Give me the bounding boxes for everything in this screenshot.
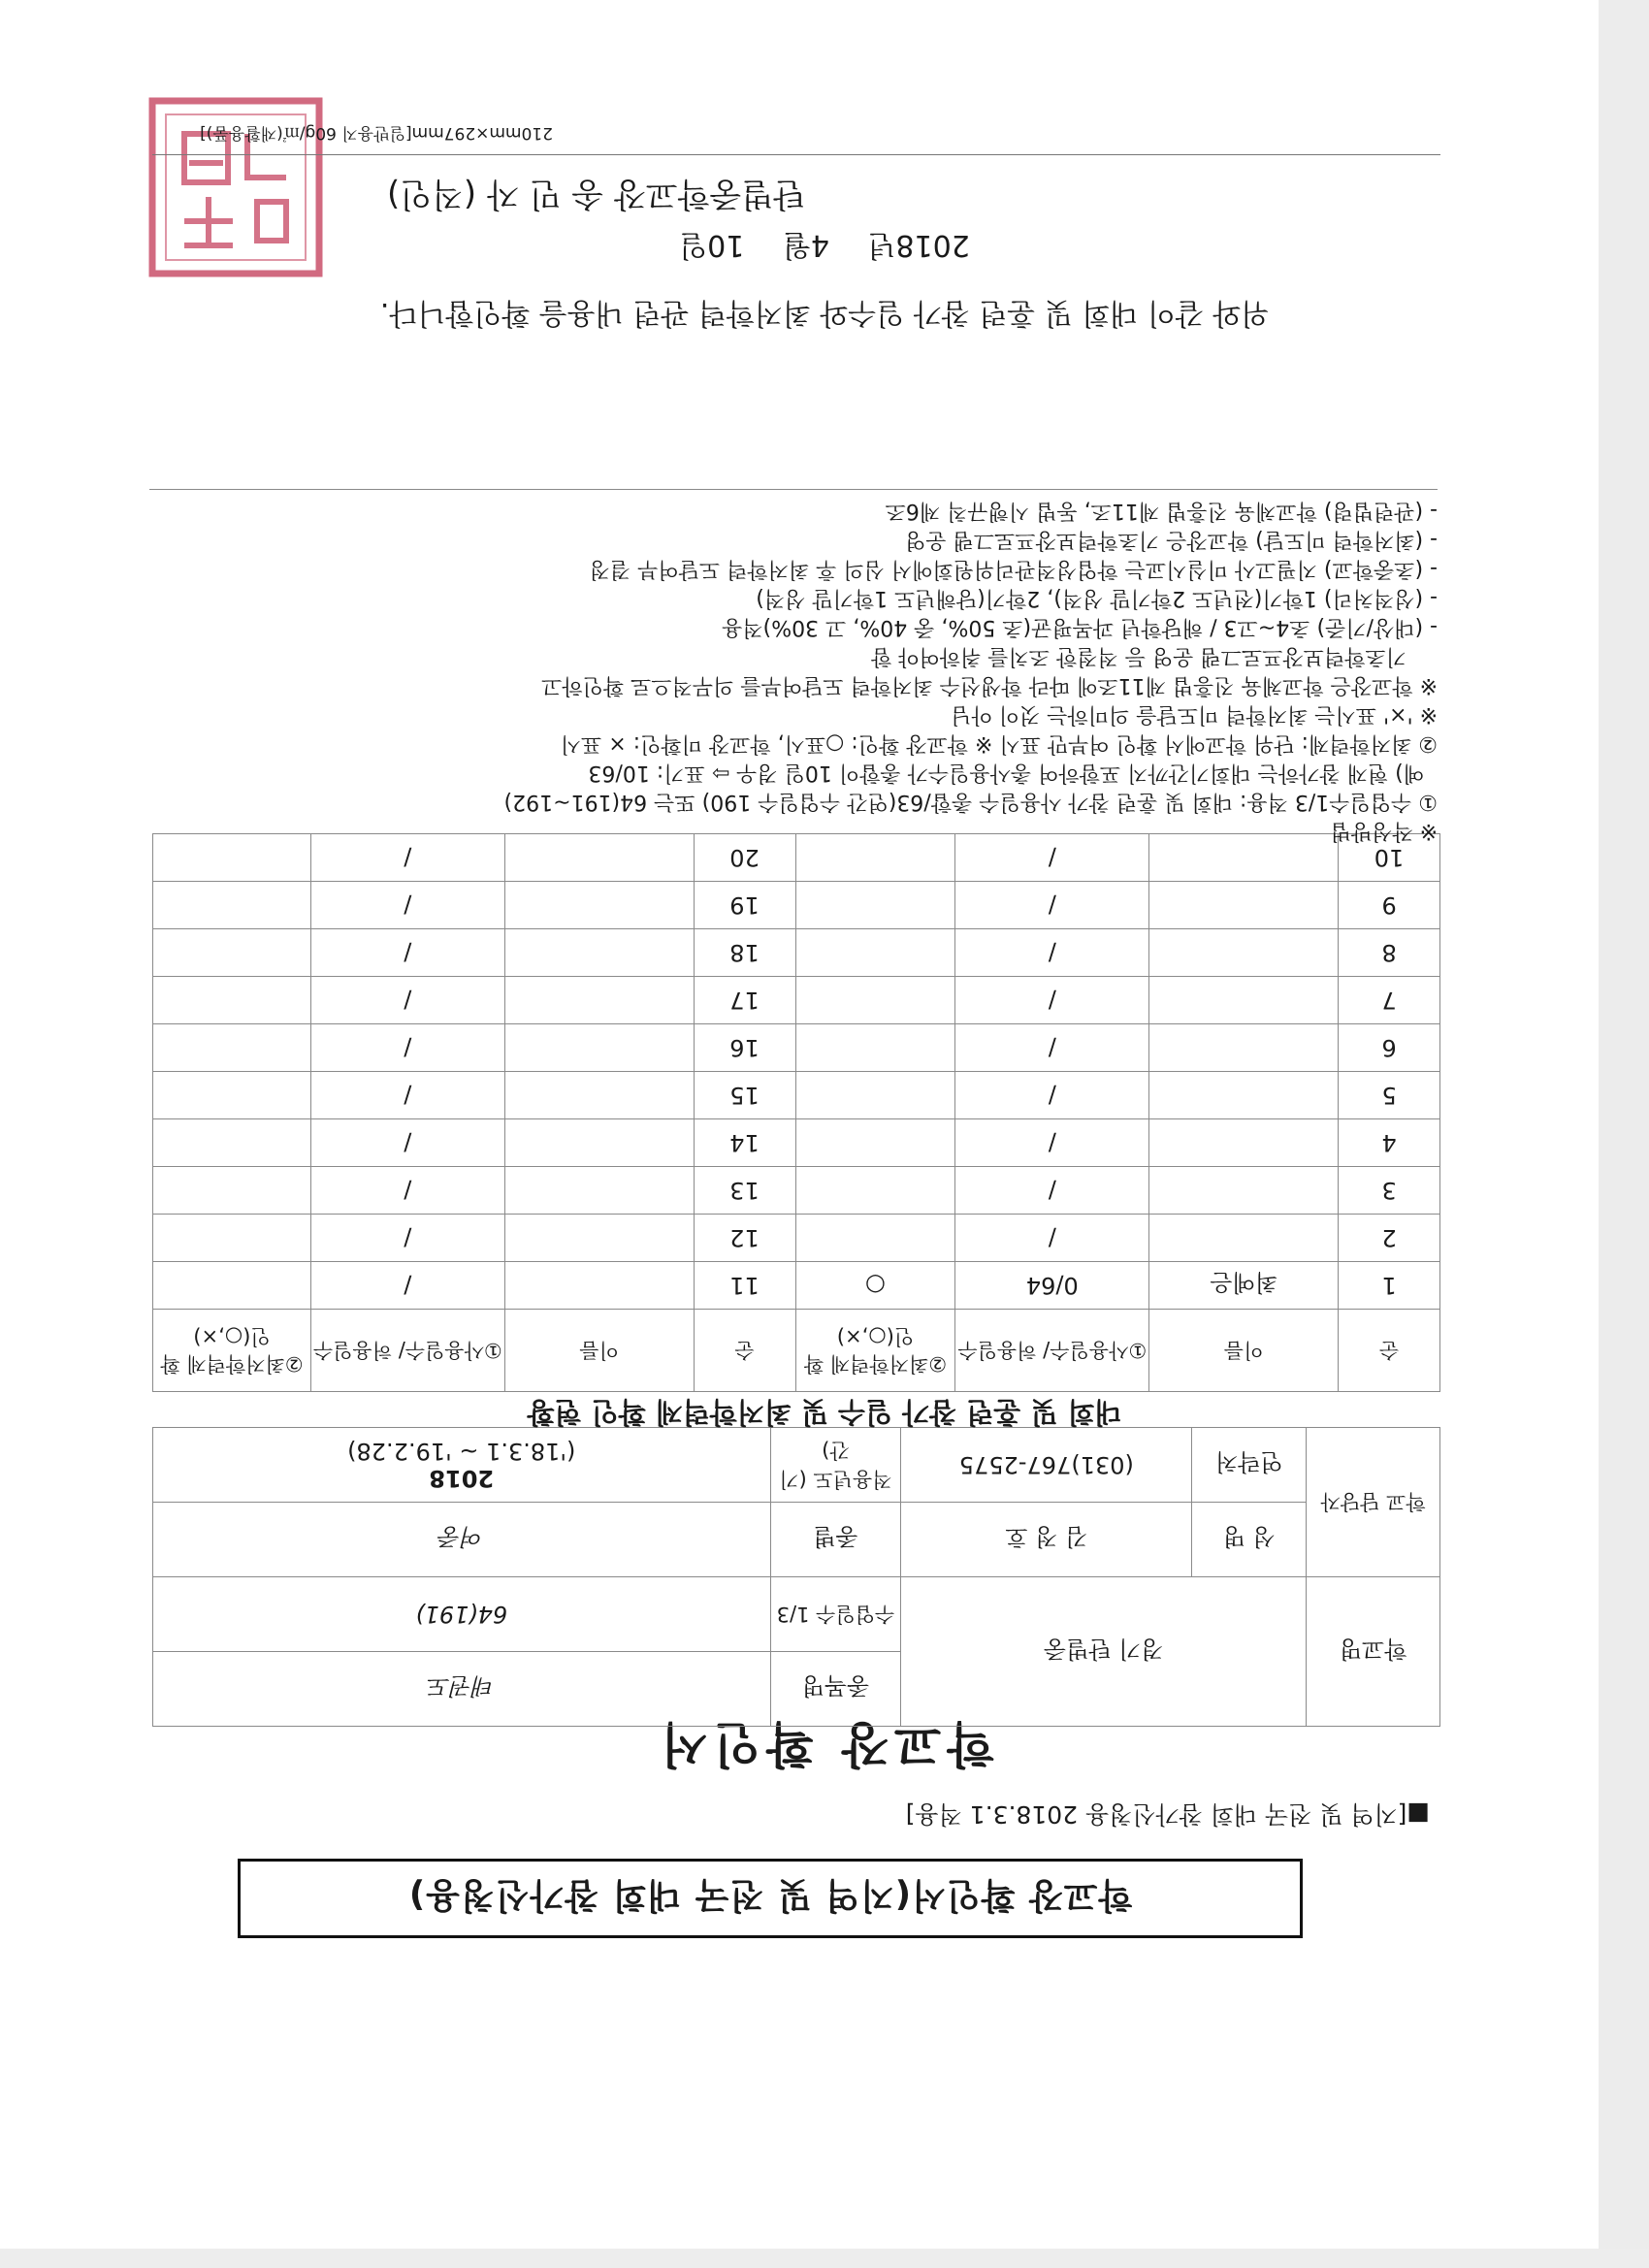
gender-value: 여중 [438, 1523, 484, 1551]
confirmation-text: 위와 같이 대회 및 훈련 참가 일수와 최저학력 관련 내용을 확인합니다. [379, 296, 1270, 330]
row-number-cell: 18 [694, 929, 795, 977]
row-number-cell: 19 [694, 882, 795, 929]
row-number-cell: 10 [1339, 834, 1440, 882]
row-days-cell: / [310, 834, 504, 882]
row-number-cell: 16 [694, 1024, 795, 1072]
row-days-cell: / [310, 882, 504, 929]
row-days-cell: / [310, 1167, 504, 1215]
row-check-cell [153, 882, 311, 929]
footer-divider [152, 154, 1440, 155]
row-days-cell: / [310, 929, 504, 977]
contact-label-cell [1307, 1428, 1440, 1577]
row-number-cell: 6 [1339, 1024, 1440, 1072]
table-row [153, 1215, 1440, 1262]
instructions [177, 481, 1438, 845]
row-name-cell [1149, 1167, 1339, 1215]
row-days-cell: 0/64 [955, 1262, 1149, 1310]
name-label-cell [1192, 1503, 1307, 1577]
table-row [153, 1167, 1440, 1215]
main-title: 학교장 확인서 [655, 1716, 994, 1772]
table-row [153, 1262, 1440, 1310]
row-check-cell [153, 1072, 311, 1119]
row-name-cell [504, 1024, 694, 1072]
event-value-cell [153, 1652, 771, 1727]
row-check-cell: ○ [795, 1262, 955, 1310]
note-line: 예) 현재 참가하는 대회기간까지 포함하여 총사용일수가 총합이 10일 경우 ⇨ 표기: 10/63 [588, 761, 1424, 785]
note-line: - (관련법령) 학교체육 진흥법 제11조, 동법 시행규칙 제6조 [885, 499, 1438, 523]
row-days-cell: / [310, 1119, 504, 1167]
form-title: 학교장 확인서(지역 및 전국 대회 참가신청용) [407, 1875, 1133, 1916]
school-info-table [152, 1427, 1440, 1727]
row-name-cell [504, 1119, 694, 1167]
header-name: 이름 [1149, 1310, 1339, 1392]
row-name-cell [1149, 1072, 1339, 1119]
row-number-cell: 12 [694, 1215, 795, 1262]
note-line: ※ '×' 표시는 최저학력 미도달을 의미하는 것이 아님 [951, 702, 1438, 727]
row-name-cell [504, 1262, 694, 1310]
note-line: ① 수업일수1/3 적용: 대회 및 훈련 참가 사용일수 총합/63(연간 수업일수 190) 또는 64(191~192) [503, 790, 1438, 814]
row-days-cell: / [955, 834, 1149, 882]
row-days-cell: / [955, 1167, 1149, 1215]
row-days-cell: / [955, 929, 1149, 977]
row-days-cell: / [310, 977, 504, 1024]
row-check-cell [153, 1119, 311, 1167]
row-name-cell [504, 1215, 694, 1262]
row-number-cell: 5 [1339, 1072, 1440, 1119]
note-line: - (초중학교) 지필고사 미실시교는 학업성적관리위원회에서 심의 후 최저학력 도달여부 결정 [589, 557, 1438, 581]
row-days-cell: / [955, 882, 1149, 929]
row-number-cell: 14 [694, 1119, 795, 1167]
form-subtitle: ■[지역 및 전국 대회 참가신청용 2018.3.1 적용] [905, 1800, 1430, 1829]
table-row [153, 977, 1440, 1024]
header-check-right: ②최저학력제 확인(○,×) [153, 1310, 311, 1392]
phone-label: 연락처 [1214, 1448, 1283, 1476]
note-line: - (대상/기준) 초4~고3 / 해당학년 과목평균(초 50%, 중 40%, 고 30%)적용 [722, 615, 1438, 639]
row-check-cell [153, 929, 311, 977]
gender-label: 종별 [813, 1523, 858, 1551]
days-label-cell [770, 1577, 901, 1652]
row-days-cell: / [310, 1024, 504, 1072]
row-check-cell [153, 1167, 311, 1215]
header-days: ①사용일수/ 허용일수 [955, 1310, 1149, 1392]
row-days-cell: / [310, 1215, 504, 1262]
row-number-cell: 15 [694, 1072, 795, 1119]
row-name-cell [504, 977, 694, 1024]
table-row [153, 929, 1440, 977]
note-line: ② 최저학력제: 단위 학교에서 확인 여부만 표시 ※ 학교장 확인: ○표시, 학교장 미확인: × 표시 [560, 731, 1438, 756]
period-label-cell [770, 1428, 901, 1503]
row-check-cell [153, 1215, 311, 1262]
row-name-cell [504, 1072, 694, 1119]
row-number-cell: 13 [694, 1167, 795, 1215]
row-number-cell: 8 [1339, 929, 1440, 977]
gender-value-cell [153, 1503, 771, 1577]
days-label: 수업일수 1/3 [776, 1603, 895, 1626]
name-value: 김 정 호 [1005, 1523, 1088, 1551]
issue-date: 2018년 4월 10일 [679, 228, 970, 262]
row-check-cell [795, 1072, 955, 1119]
table-row [153, 1119, 1440, 1167]
contact-label: 학교 담당자 [1320, 1490, 1426, 1514]
event-label: 종목명 [801, 1672, 870, 1701]
days-value: 64(191) [415, 1601, 508, 1628]
phone-label-cell [1192, 1428, 1307, 1503]
row-name-cell [1149, 1119, 1339, 1167]
row-number-cell: 2 [1339, 1215, 1440, 1262]
row-number-cell: 11 [694, 1262, 795, 1310]
row-days-cell: / [955, 1024, 1149, 1072]
divider [149, 489, 1438, 490]
row-name-cell: 최예은 [1149, 1262, 1339, 1310]
row-name-cell [1149, 1215, 1339, 1262]
row-number-cell: 20 [694, 834, 795, 882]
row-name-cell [504, 929, 694, 977]
days-value-cell [153, 1577, 771, 1652]
participation-rows [153, 834, 1440, 1310]
note-line: - (최저학력 미도달) 학교장은 기초학력보장프로그램 운영 [905, 528, 1438, 552]
table-row [153, 1024, 1440, 1072]
row-number-cell: 3 [1339, 1167, 1440, 1215]
row-name-cell [504, 882, 694, 929]
header-check: ②최저학력제 확인(○,×) [795, 1310, 955, 1392]
period-range: ('18.3.1 ~ '19.2.28) [347, 1438, 576, 1465]
event-label-cell [770, 1652, 901, 1727]
row-check-cell [795, 1024, 955, 1072]
name-value-cell [901, 1503, 1192, 1577]
note-line: ※ 학교장은 학교체육 진흥법 제11조에 따라 학생선수 최저학력 도달여부를 의무적으로 확인하고 [541, 673, 1438, 697]
row-number-cell: 9 [1339, 882, 1440, 929]
period-label: 적용년도 (기간) [779, 1439, 892, 1491]
row-name-cell [504, 1167, 694, 1215]
row-number-cell: 4 [1339, 1119, 1440, 1167]
table-row [153, 1072, 1440, 1119]
row-name-cell [1149, 882, 1339, 929]
table-row [153, 882, 1440, 929]
row-check-cell [795, 977, 955, 1024]
row-days-cell: / [955, 1119, 1149, 1167]
row-number-cell: 1 [1339, 1262, 1440, 1310]
row-days-cell: / [955, 1215, 1149, 1262]
row-check-cell [795, 1119, 955, 1167]
form-title-box [238, 1859, 1303, 1938]
row-check-cell [795, 1215, 955, 1262]
header-name-right: 이름 [504, 1310, 694, 1392]
row-days-cell: / [955, 1072, 1149, 1119]
school-value: 경기 탄벌중 [1043, 1636, 1164, 1663]
row-name-cell [1149, 1024, 1339, 1072]
note-line: 기초학력보장프로그램 운영 등 적절한 조치를 취하여야 함 [870, 644, 1406, 668]
school-label-cell [1307, 1577, 1440, 1727]
row-check-cell [153, 1024, 311, 1072]
row-number-cell: 17 [694, 977, 795, 1024]
header-no-right: 순 [694, 1310, 795, 1392]
row-days-cell: / [310, 1072, 504, 1119]
school-label: 학교명 [1339, 1636, 1407, 1663]
paper-spec-note: 210mm×297mm[일반용지 60g/㎡(재활용품)] [200, 123, 553, 143]
principal-signature-line: 탄벌중학교장 송 민 자 (직인) [386, 175, 805, 213]
row-days-cell: / [310, 1262, 504, 1310]
header-days-right: ①사용일수/ 허용일수 [310, 1310, 504, 1392]
header-no: 순 [1339, 1310, 1440, 1392]
section-title: 대회 및 훈련 참가 일수 및 최저학력제 확인 현황 [527, 1396, 1122, 1429]
note-line: ※ 작성방법 [1330, 819, 1438, 843]
gender-label-cell [770, 1503, 901, 1577]
period-year: 2018 [429, 1465, 495, 1492]
phone-value-cell [901, 1428, 1192, 1503]
row-check-cell [153, 1262, 311, 1310]
row-days-cell: / [955, 977, 1149, 1024]
event-value: 태권도 [427, 1672, 496, 1701]
row-check-cell [795, 1167, 955, 1215]
row-check-cell [795, 882, 955, 929]
row-number-cell: 7 [1339, 977, 1440, 1024]
phone-value: (031)767-2575 [958, 1451, 1134, 1478]
period-value-cell [153, 1428, 771, 1503]
row-name-cell [1149, 929, 1339, 977]
note-line: - (성적처리) 1학기(전년도 2학기말 성적), 2학기(당해년도 1학기말 성적) [756, 586, 1438, 610]
row-name-cell [1149, 977, 1339, 1024]
row-check-cell [795, 929, 955, 977]
participation-table [152, 833, 1440, 1392]
school-value-cell [901, 1577, 1307, 1727]
row-check-cell [153, 977, 311, 1024]
name-label: 성 명 [1222, 1523, 1276, 1551]
